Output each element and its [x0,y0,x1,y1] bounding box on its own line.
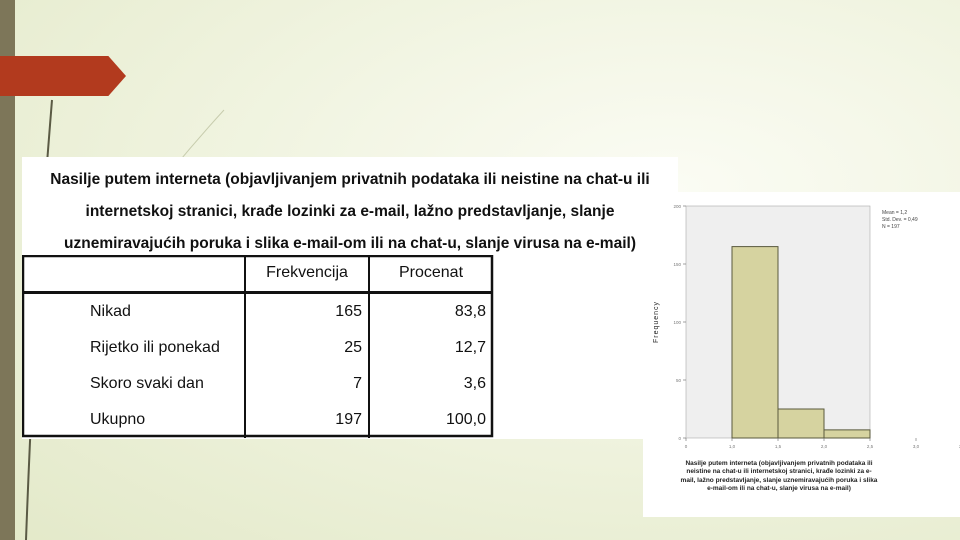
y-tick-label: 150 [673,262,681,267]
row-percent: 3,6 [463,375,486,392]
red-title-tab [0,56,126,96]
y-tick-label: 200 [673,204,681,209]
histogram-panel [643,192,960,517]
row-percent: 12,7 [454,339,486,356]
table-border [22,255,494,438]
row-frequency: 7 [245,366,369,402]
x-tick-label: 2,0 [820,444,828,449]
histogram [643,192,960,462]
y-tick-label: 0 [678,436,681,441]
row-label: Rijetko ili ponekad [22,330,245,366]
header-frequency: Frekvencija [245,255,369,293]
frequency-table-panel [22,157,678,439]
row-frequency: 197 [245,402,369,438]
histogram-x-label: Nasilje putem interneta (objavljivanjem privatnih podataka ili neistine na chat-u ili internetskoj stranici, krađe lozinki za e-mail, lažno predstavljanje, slanje uznemiravajućih poruka i slika e-mail-om ili na chat-u, slanje virusa na e-mail) [680,460,878,493]
row-percent: 83,8 [454,303,486,320]
stats-label: Std. Dev. = 0,49 [882,217,918,223]
x-tick-label: 0 [684,444,688,449]
table-title-line-1: Nasilje putem interneta (objavljivanjem privatnih podataka ili neistine na chat-u ili [50,171,650,188]
row-frequency: 25 [245,330,369,366]
histogram-bar [778,409,824,438]
histogram-bar [824,430,870,438]
table-title-line-2: internetskoj stranici, krađe lozinki za e-mail, lažno predstavljanje, slanje [85,203,615,220]
histogram-bar [732,247,778,438]
x-tick-label: 1,0 [728,444,736,449]
row-label: Skoro svaki dan [22,366,245,402]
y-tick-label: 50 [675,378,681,383]
x-tick-label: 2,5 [866,444,874,449]
row-frequency: 165 [245,293,369,331]
y-axis-label: Frequency [653,300,660,344]
table-title-line-3: uznemiravajućih poruka i slika e-mail-om ili na chat-u, slanje virusa na e-mail) [64,235,636,252]
header-percent: Procenat [369,255,492,293]
stats-label: N = 197 [882,224,900,230]
x-tick-label: 3,0 [912,444,920,449]
row-percent: 100,0 [445,411,486,428]
y-tick-label: 100 [673,320,681,325]
x-tick-label: 1,5 [774,444,782,449]
stats-label: Mean = 1,2 [882,210,908,216]
row-label: Nikad [22,293,245,331]
row-label: Ukupno [22,402,245,438]
